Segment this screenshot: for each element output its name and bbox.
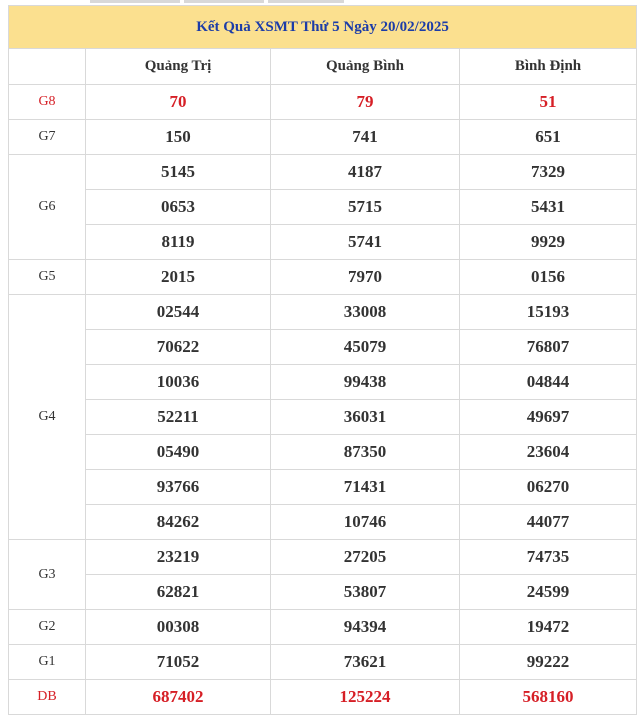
result-number: 87350: [271, 435, 460, 470]
result-number: 651: [460, 120, 637, 155]
result-number: 99222: [460, 645, 637, 680]
result-number: 00308: [86, 610, 271, 645]
prize-row: [9, 680, 637, 715]
result-number: 74735: [460, 540, 637, 575]
result-number: 36031: [271, 400, 460, 435]
prize-row: [9, 85, 637, 120]
prize-label: G7: [9, 120, 86, 155]
tab-strip-segment: [184, 0, 264, 3]
result-number: 687402: [86, 680, 271, 715]
prize-label: G4: [9, 295, 86, 540]
province-header-row: [9, 49, 637, 85]
result-number: 71431: [271, 470, 460, 505]
province-header[interactable]: Bình Định: [460, 49, 637, 85]
result-number: 741: [271, 120, 460, 155]
prize-row: [9, 400, 637, 435]
prize-row: [9, 540, 637, 575]
result-number: 19472: [460, 610, 637, 645]
result-number: 76807: [460, 330, 637, 365]
prize-column-header: [9, 49, 86, 85]
result-number: 51: [460, 85, 637, 120]
result-number: 23604: [460, 435, 637, 470]
result-number: 93766: [86, 470, 271, 505]
result-number: 49697: [460, 400, 637, 435]
prize-row: [9, 190, 637, 225]
tab-strip-segment: [90, 0, 180, 3]
province-header[interactable]: Quảng Trị: [86, 49, 271, 85]
lottery-results-table: [8, 5, 637, 715]
result-number: 33008: [271, 295, 460, 330]
province-header[interactable]: Quảng Bình: [271, 49, 460, 85]
prize-row: [9, 330, 637, 365]
result-number: 9929: [460, 225, 637, 260]
result-number: 84262: [86, 505, 271, 540]
result-number: 53807: [271, 575, 460, 610]
prize-row: [9, 645, 637, 680]
result-number: 5741: [271, 225, 460, 260]
prize-row: [9, 575, 637, 610]
result-number: 125224: [271, 680, 460, 715]
result-number: 10746: [271, 505, 460, 540]
result-number: 05490: [86, 435, 271, 470]
result-number: 2015: [86, 260, 271, 295]
prize-row: [9, 260, 637, 295]
prize-label: G1: [9, 645, 86, 680]
top-tab-strip: [0, 0, 643, 4]
prize-label: G5: [9, 260, 86, 295]
prize-label: G6: [9, 155, 86, 260]
result-number: 7970: [271, 260, 460, 295]
result-number: 70622: [86, 330, 271, 365]
result-number: 70: [86, 85, 271, 120]
result-number: 99438: [271, 365, 460, 400]
result-number: 568160: [460, 680, 637, 715]
prize-row: [9, 120, 637, 155]
prize-label: G2: [9, 610, 86, 645]
result-number: 0156: [460, 260, 637, 295]
result-number: 150: [86, 120, 271, 155]
result-number: 04844: [460, 365, 637, 400]
prize-row: [9, 155, 637, 190]
prize-label: DB: [9, 680, 86, 715]
result-number: 27205: [271, 540, 460, 575]
result-number: 79: [271, 85, 460, 120]
tab-strip-segment: [268, 0, 344, 3]
prize-row: [9, 365, 637, 400]
result-number: 71052: [86, 645, 271, 680]
prize-row: [9, 505, 637, 540]
result-number: 23219: [86, 540, 271, 575]
prize-row: [9, 295, 637, 330]
result-number: 8119: [86, 225, 271, 260]
result-number: 24599: [460, 575, 637, 610]
result-number: 44077: [460, 505, 637, 540]
result-number: 94394: [271, 610, 460, 645]
prize-label: G3: [9, 540, 86, 610]
result-number: 52211: [86, 400, 271, 435]
result-number: 7329: [460, 155, 637, 190]
result-number: 4187: [271, 155, 460, 190]
result-number: 5715: [271, 190, 460, 225]
results-body: [9, 85, 637, 715]
result-number: 15193: [460, 295, 637, 330]
result-number: 02544: [86, 295, 271, 330]
prize-row: [9, 470, 637, 505]
prize-row: [9, 435, 637, 470]
result-number: 06270: [460, 470, 637, 505]
result-number: 73621: [271, 645, 460, 680]
results-title[interactable]: Kết Quả XSMT Thứ 5 Ngày 20/02/2025: [9, 6, 637, 49]
result-number: 5145: [86, 155, 271, 190]
result-number: 5431: [460, 190, 637, 225]
result-number: 10036: [86, 365, 271, 400]
prize-label: G8: [9, 85, 86, 120]
result-number: 62821: [86, 575, 271, 610]
prize-row: [9, 225, 637, 260]
title-row: [9, 6, 637, 49]
prize-row: [9, 610, 637, 645]
result-number: 0653: [86, 190, 271, 225]
result-number: 45079: [271, 330, 460, 365]
